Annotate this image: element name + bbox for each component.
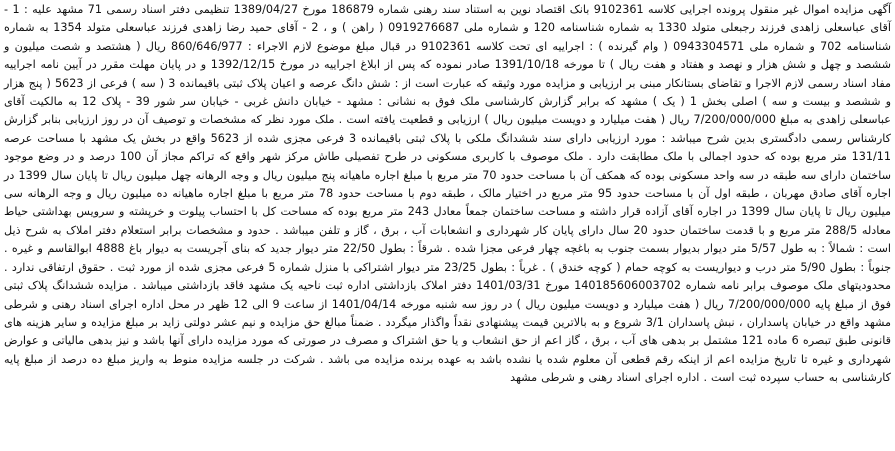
- auction-notice-text: آگهی مزایده اموال غیر منقول پرونده اجرایی کلاسه 9102361 بانک اقتصاد نوین به استناد سند رهنی شماره 186879 مورخ 1389/04/27 تنظیمی دفتر اسناد رسمی 71 مشهد علیه : 1 - آقای عباسعلی زاهدی فرزند رجبعلی متولد 1330 به شماره شناسنامه 120 و شماره ملی 0919276687 ( راهن ) و ، 2 - آقای حمید رضا زاهدی فرزند عباسعلی متولد 1354 به شماره شناسنامه 702 و شماره ملی 0943304571 ( وام گیرنده ) : اجراییه ای تحت کلاسه 9102361 در قبال مبلغ موضوع لازم الاجراء : 860/646/977 ریال ( هشتصد و شصت میلیون و ششصد و چهل و شش هزار و نهصد و هفتاد و هفت ریال ) تا مورخه 1391/10/18 صادر نموده که پس از ابلاغ اجراییه در مورخ 1392/12/15 و در پایان مهلت مقرر در آیین نامه اجراییه مفاد اسناد رسمی لازم الاجرا و تقاضای بستانکار مبنی بر ارزیابی و مزایده مورد وثیقه که عبارت است از : شش دانگ عرصه و اعیان پلاک ثبتی باقیمانده 3 ( سه ) فرعی از 5623 ( پنج هزار و ششصد و بیست و سه ) اصلی بخش 1 ( یک ) مشهد که برابر گزارش کارشناسی ملک فوق به نشانی : مشهد - خیابان دانش غربی - خیابان سر شور 39 - پلاک 12 به مالکیت آقای عباسعلی زاهدی به مبلغ 7/200/000/000 ریال ( هفت میلیارد و دویست میلیون ریال ) ارزیابی و قطعیت یافته است . ملک مورد نظر که مشخصات و توصیف آن در روز ارزیابی بنابر گزارش کارشناس رسمی دادگستری بدین شرح میباشد : مورد ارزیابی دارای سند ششدانگ ملکی با پلاک ثبتی باقیمانده 3 فرعی مجزی شده از 5623 واقع در بخش یک مشهد با مساحت عرصه 131/11 متر مربع بوده که حدود اجمالی با ملک مطابقت دارد . ملک موصوف با کاربری مسکونی در طرح تفصیلی طاش مرکز شهر واقع که تراکم مجاز آن 100 درصد و در وضع موجود ساختمان دارای سه طبقه در سه واحد مسکونی بوده که همکف آن با مساحت حدود 70 متر مربع با مبلغ اجاره ماهیانه پنج میلیون ریال و وجه الرهانه چهل میلیون ریال تا پایان سال 1399 در اجاره آقای صادق مهربان ، طبقه اول آن با مساحت حدود 95 متر مربع در اختیار مالک ، طبقه دوم با مساحت حدود 78 متر مربع با مبلغ اجاره ماهیانه ده میلیون ریال و وجه الرهانه سی میلیون ریال تا پایان سال 1399 در اجاره آقای آزاده قرار داشته و مساحت ساختمان جمعاً معادل 243 متر مربع بوده که مساحت کل با احتساب پیلوت و خرپشته و سرویس بهداشتی حیاط معادله 288/5 متر مربع و با قدمت ساختمان حدود 20 سال دارای پایان کار شهرداری و انشعابات آب ، برق ، گاز و تلفن میباشد . حدود و مشخصات برابر استعلام دفتر املاک به شرح ذیل است : شمالاً : به طول 5/57 متر دیوار بدیوار بسمت جنوب به باغچه چهار فرعی مجزا شده . شرقاً : بطول 22/50 متر دیوار جدید که بنای آجریست به دیوار باغ 4888 ابوالقاسم و غیره . جنوباً : بطول 5/90 متر درب و دیواریست به کوچه حمام ( کوچه خندق ) . غرباً : بطول 23/25 متر دیوار اشتراکی با منزل شماره 5 فرعی مجزی شده از مورد ثبت . حقوق ارتفاقی ندارد . محدودیتهای ملک موصوف برابر نامه شماره 140185606003702 مورخ 1401/03/31 دفتر املاک بازداشتی اداره ثبت ناحیه یک مشهد فاقد بازداشتی میباشد . مزایده ششدانگ پلاک ثبتی فوق از مبلغ پایه 7/200/000/000 ریال ( هفت میلیارد و دویست میلیون ریال ) در روز سه شنبه مورخه 1401/04/14 از ساعت 9 الی 12 ظهر در محل اداره اجرای اسناد رهنی و شرطی مشهد واقع در خیابان پاسداران ، نبش پاسداران 3/1 شروع و به بالاترین قیمت پیشنهادی نقداً واگذار میگردد . ضمناً مبالغ حق مزایده و نیم عشر دولتی زاید بر مبلغ مزایده و سایر هزینه های قانونی طبق تبصره 6 ماده 121 مشتمل بر بدهی های آب ، برق ، گاز اعم از حق انشعاب و یا حق اشتراک و مصرف در صورتی که مورد مزایده دارای آنها باشد و نیز بدهی مالیاتی و عوارض شهرداری و غیره تا تاریخ مزایده اعم از اینکه رقم قطعی آن معلوم شده یا نشده باشد به عهده برنده مزایده می باشد . شرکت در جلسه مزایده منوط به واریز مبلغ ده درصد از مبلغ پایه کارشناسی به حساب سپرده ثبت است . اداره اجرای اسناد رهنی و شرطی مشهد: [4, 3, 892, 385]
